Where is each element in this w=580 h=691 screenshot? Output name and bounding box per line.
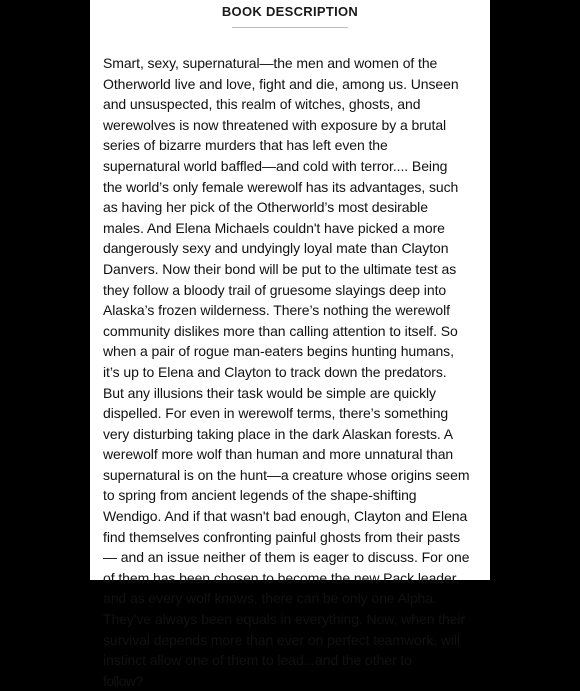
description-line: dispelled. For even in werewolf terms, there’s something (103, 405, 449, 422)
description-line: find themselves confronting painful ghosts from their pasts (103, 528, 461, 545)
description-line: they follow a bloody trail of gruesome slayings deep into (103, 281, 447, 298)
description-line: and unsuspected, this realm of witches, ghosts, and (103, 96, 421, 113)
description-line: supernatural world baffled—and cold with terror.... Being (103, 157, 448, 174)
description-line: dangerously sexy and undyingly loyal mate than Clayton (103, 240, 449, 257)
description-line: and as every wolf knows, there can be only one Alpha. (103, 590, 437, 607)
description-line: when a pair of rogue man-eaters begins hunting humans, (103, 343, 454, 360)
description-line: Danvers. Now their bond will be put to the ultimate test as (103, 260, 457, 277)
description-line: follow? (103, 672, 143, 689)
description-line: Otherworld live and love, fight and die, among us. Unseen (103, 75, 459, 92)
description-line: series of bizarre murders that has left even the (103, 137, 388, 154)
book-description-text (103, 53, 491, 691)
description-line: They've always been equals in everything. Now, when their (103, 611, 466, 628)
description-line: very disturbing taking place in the dark Alaskan forests. A (103, 425, 454, 442)
title-divider (232, 27, 348, 28)
description-line: it’s up to Elena and Clayton to track down the predators. (103, 363, 447, 380)
description-line: werewolves is now threatened with exposure by a brutal (103, 116, 447, 133)
description-line: Smart, sexy, supernatural—the men and women of the (103, 55, 438, 71)
description-line: survival depends more than ever on perfect teamwork, will (103, 631, 461, 648)
description-line: males. And Elena Michaels couldn't have picked a more (103, 219, 445, 236)
description-line: community dislikes more than calling attention to itself. So (103, 322, 458, 339)
description-line: the world’s only female werewolf has its advantages, such (103, 178, 459, 195)
section-title: BOOK DESCRIPTION (221, 4, 359, 19)
description-line: werewolf more wolf than human and more unnatural than (103, 446, 454, 463)
description-line: to spring from ancient legends of the shape-shifting (103, 487, 417, 504)
description-line: of them has been chosen to become the new Pack leader, (103, 569, 460, 586)
description-line: as having her pick of the Otherworld’s most desirable (103, 199, 428, 216)
book-description-panel (90, 0, 490, 689)
description-line: — and an issue neither of them is eager to discuss. For one (103, 549, 470, 566)
description-line: supernatural is on the hunt—a creature whose origins seem (103, 466, 470, 483)
description-line: But any illusions their task would be simple are quickly (103, 384, 436, 401)
description-line: Wendigo. And if that wasn't bad enough, Clayton and Elena (103, 508, 468, 525)
description-line: instinct allow one of them to lead...and the other to (103, 652, 412, 669)
description-line: Alaska’s frozen wilderness. There’s nothing the werewolf (103, 302, 450, 319)
